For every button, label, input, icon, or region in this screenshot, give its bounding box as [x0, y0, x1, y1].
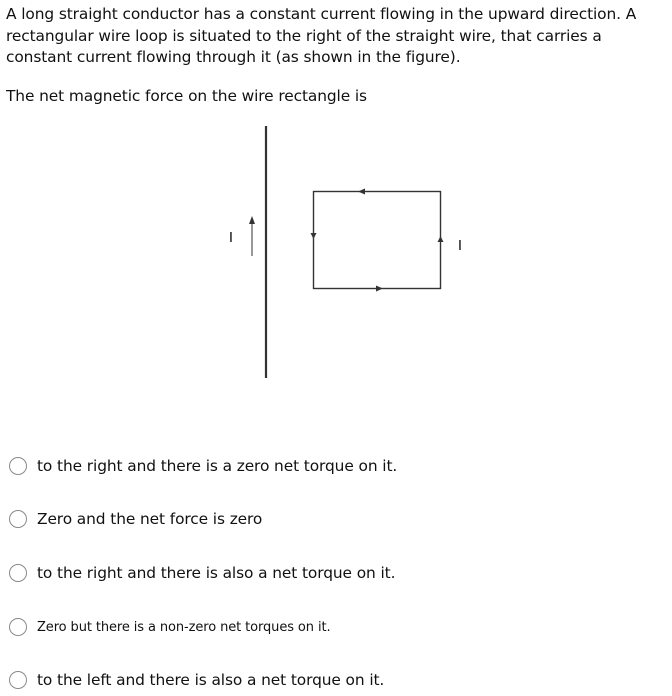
option-1[interactable] [9, 457, 397, 475]
option-4-radio[interactable] [9, 618, 27, 636]
option-1-label: to the right and there is a zero net torque on it. [37, 457, 398, 475]
option-1-radio[interactable] [9, 457, 27, 475]
option-3-label: to the right and there is also a net torque on it. [37, 564, 396, 582]
option-5-label: to the left and there is also a net torque on it. [37, 671, 385, 689]
option-2-label: Zero and the net force is zero [37, 510, 263, 528]
option-4[interactable] [9, 618, 331, 636]
option-5-radio[interactable] [9, 671, 27, 689]
wire-current-label: I [228, 229, 234, 246]
option-4-label: Zero but there is a non-zero net torques on it. [37, 619, 331, 635]
option-3[interactable] [9, 564, 395, 582]
loop-current-label: I [457, 237, 463, 254]
option-3-radio[interactable] [9, 564, 27, 582]
option-5[interactable] [9, 671, 384, 689]
question-prompt: The net magnetic force on the wire rectangle is [6, 87, 367, 105]
option-2[interactable] [9, 510, 262, 528]
option-2-radio[interactable] [9, 510, 27, 528]
question-text: A long straight conductor has a constant current flowing in the upward direction. A rectangular wire loop is situated to the right of the straight wire, that carries a constant current flowing through it (as shown in the figure). [6, 5, 637, 66]
